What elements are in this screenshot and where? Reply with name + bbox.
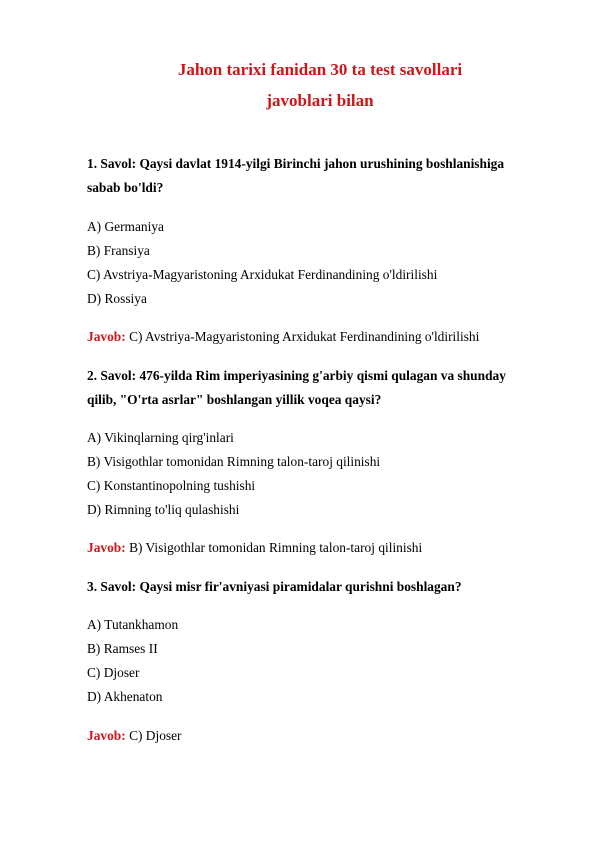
question-3: 3. Savol: Qaysi misr fir'avniyasi piramidalar qurishni boshlagan? xyxy=(87,579,462,594)
answer-text: B) Visigothlar tomonidan Rimning talon-taroj qilinishi xyxy=(129,540,423,555)
question-3-option-d: D) Akhenaton xyxy=(87,689,163,704)
question-1-option-d: D) Rossiya xyxy=(87,291,147,306)
question-1: 1. Savol: Qaysi davlat 1914-yilgi Birinchi jahon urushining boshlanishiga sabab bo'ldi? xyxy=(87,156,505,195)
question-3-option-c: C) Djoser xyxy=(87,665,140,680)
question-1-option-a: A) Germaniya xyxy=(87,219,164,234)
question-2-option-a: A) Vikinqlarning qirg'inlari xyxy=(87,430,234,445)
question-3-option-b: B) Ramses II xyxy=(87,641,158,656)
question-2-option-d: D) Rimning to'liq qulashishi xyxy=(87,502,240,517)
answer-label: Javob: xyxy=(87,728,126,743)
answer-label: Javob: xyxy=(87,540,126,555)
question-2-answer xyxy=(87,539,422,557)
question-1-option-b: B) Fransiya xyxy=(87,243,150,258)
answer-text: C) Avstriya-Magyaristoning Arxidukat Ferdinandining o'ldirilishi xyxy=(129,329,480,344)
question-3-answer xyxy=(87,727,182,745)
document-title: Jahon tarixi fanidan 30 ta test savollari xyxy=(177,60,463,79)
question-3-option-a: A) Tutankhamon xyxy=(87,617,179,632)
question-1-option-c: C) Avstriya-Magyaristoning Arxidukat Ferdinandining o'ldirilishi xyxy=(87,267,438,282)
question-2: 2. Savol: 476-yilda Rim imperiyasining g'arbiy qismi qulagan va shunday qilib, "O'rta asrlar" boshlangan yillik voqea qaysi? xyxy=(87,368,506,407)
answer-text: C) Djoser xyxy=(129,728,182,743)
question-1-answer xyxy=(87,328,479,346)
question-2-option-b: B) Visigothlar tomonidan Rimning talon-taroj qilinishi xyxy=(87,454,381,469)
document-subtitle: javoblari bilan xyxy=(266,91,374,110)
question-2-option-c: C) Konstantinopolning tushishi xyxy=(87,478,256,493)
answer-label: Javob: xyxy=(87,329,126,344)
